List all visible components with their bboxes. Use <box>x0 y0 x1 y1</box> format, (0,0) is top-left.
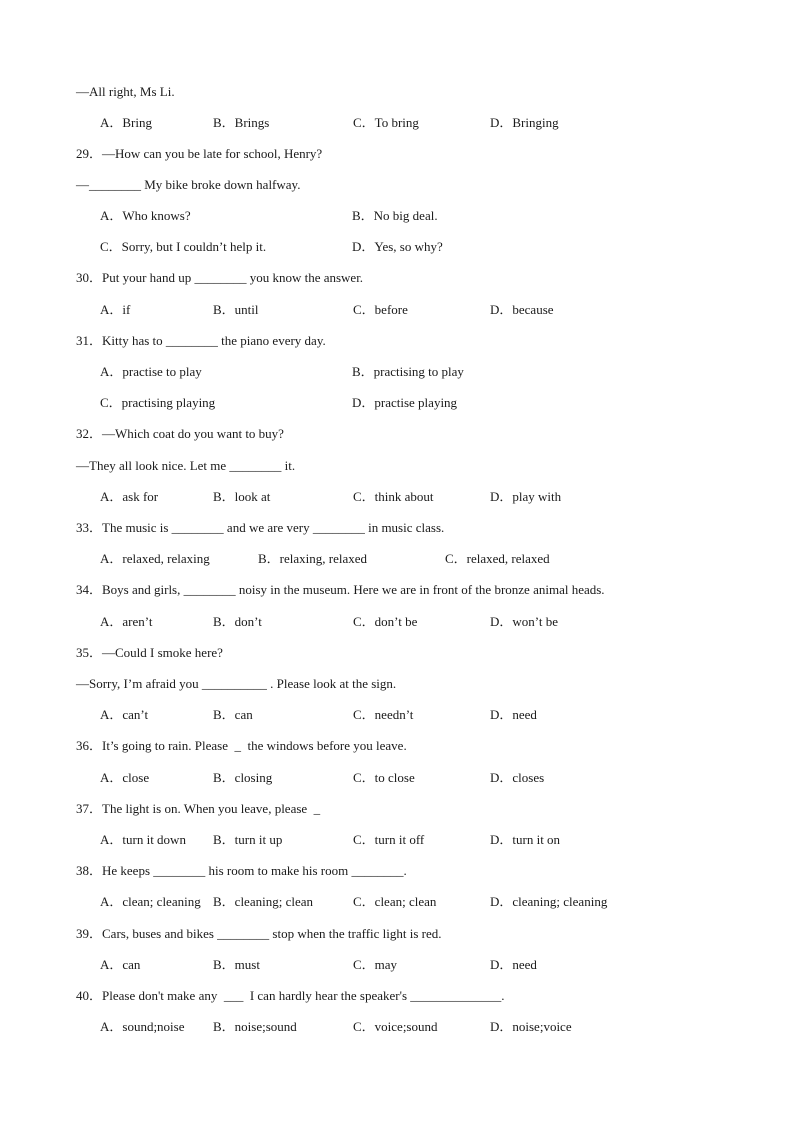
q36-option-b[interactable]: B．closing <box>213 770 273 785</box>
q37-option-d[interactable]: D．turn it on <box>490 832 561 847</box>
q31-option-a[interactable]: A．practise to play <box>100 364 202 379</box>
q35-stem: 35．—Could I smoke here? <box>76 645 223 660</box>
q37-option-c[interactable]: C．turn it off <box>353 832 425 847</box>
q30-options <box>100 302 740 318</box>
q30-option-b[interactable]: B．until <box>213 302 259 317</box>
q32-options <box>100 489 740 505</box>
q29-option-b[interactable]: B．No big deal. <box>352 208 438 223</box>
q32-option-c[interactable]: C．think about <box>353 489 434 504</box>
q40-options <box>100 1019 740 1035</box>
q31-options-row2 <box>100 395 740 411</box>
q38-option-a[interactable]: A．clean; cleaning <box>100 894 201 909</box>
q38-stem: 38．He keeps ________ his room to make his room ________. <box>76 863 407 878</box>
q33-option-a[interactable]: A．relaxed, relaxing <box>100 551 210 566</box>
q28-option-d[interactable]: D．Bringing <box>490 115 559 130</box>
q37-option-b[interactable]: B．turn it up <box>213 832 283 847</box>
q36-option-c[interactable]: C．to close <box>353 770 415 785</box>
q36-option-d[interactable]: D．closes <box>490 770 545 785</box>
q35-reply: —Sorry, I’m afraid you __________ . Please look at the sign. <box>76 676 397 691</box>
q28-options <box>100 115 740 131</box>
q31-option-c[interactable]: C．practising playing <box>100 395 216 410</box>
q28-answer: —All right, Ms Li. <box>76 84 175 99</box>
q31-option-b[interactable]: B．practising to play <box>352 364 464 379</box>
q34-option-a[interactable]: A．aren’t <box>100 614 153 629</box>
q30-option-d[interactable]: D．because <box>490 302 554 317</box>
q30-option-c[interactable]: C．before <box>353 302 408 317</box>
q32-reply: —They all look nice. Let me ________ it. <box>76 458 296 473</box>
q33-stem: 33．The music is ________ and we are very ________ in music class. <box>76 520 445 535</box>
q34-option-d[interactable]: D．won’t be <box>490 614 559 629</box>
q29-options-row2 <box>100 239 740 255</box>
q33-option-b[interactable]: B．relaxing, relaxed <box>258 551 368 566</box>
q36-option-a[interactable]: A．close <box>100 770 150 785</box>
q40-option-b[interactable]: B．noise;sound <box>213 1019 297 1034</box>
q36-stem: 36．It’s going to rain. Please _ the windows before you leave. <box>76 738 407 753</box>
q36-options <box>100 770 740 786</box>
q31-option-d[interactable]: D．practise playing <box>352 395 458 410</box>
q33-option-c[interactable]: C．relaxed, relaxed <box>445 551 550 566</box>
q34-option-b[interactable]: B．don’t <box>213 614 262 629</box>
q37-options <box>100 832 740 848</box>
q29-stem: 29．—How can you be late for school, Henry? <box>76 146 323 161</box>
q35-option-b[interactable]: B．can <box>213 707 253 722</box>
q37-stem: 37．The light is on. When you leave, please _ <box>76 801 321 816</box>
q40-option-a[interactable]: A．sound;noise <box>100 1019 185 1034</box>
q35-option-c[interactable]: C．needn’t <box>353 707 414 722</box>
q39-options <box>100 957 740 973</box>
q40-stem: 40．Please don't make any ___ I can hardly hear the speaker's ______________. <box>76 988 505 1003</box>
q30-stem: 30．Put your hand up ________ you know the answer. <box>76 270 364 285</box>
q35-option-d[interactable]: D．need <box>490 707 537 722</box>
q31-options-row1 <box>100 364 740 380</box>
q32-option-b[interactable]: B．look at <box>213 489 271 504</box>
q29-reply: —________ My bike broke down halfway. <box>76 177 301 192</box>
q38-option-d[interactable]: D．cleaning; cleaning <box>490 894 608 909</box>
q32-stem: 32．—Which coat do you want to buy? <box>76 426 284 441</box>
q29-options-row1 <box>100 208 740 224</box>
q28-option-a[interactable]: A．Bring <box>100 115 153 130</box>
q30-option-a[interactable]: A．if <box>100 302 131 317</box>
q29-option-a[interactable]: A．Who knows? <box>100 208 191 223</box>
q39-option-b[interactable]: B．must <box>213 957 260 972</box>
q39-stem: 39．Cars, buses and bikes ________ stop when the traffic light is red. <box>76 926 442 941</box>
q34-options <box>100 614 740 630</box>
q29-option-c[interactable]: C．Sorry, but I couldn’t help it. <box>100 239 267 254</box>
q39-option-a[interactable]: A．can <box>100 957 141 972</box>
q38-options <box>100 894 740 910</box>
q28-option-c[interactable]: C．To bring <box>353 115 419 130</box>
q29-option-d[interactable]: D．Yes, so why? <box>352 239 443 254</box>
q39-option-d[interactable]: D．need <box>490 957 537 972</box>
q38-option-c[interactable]: C．clean; clean <box>353 894 437 909</box>
q34-stem: 34．Boys and girls, ________ noisy in the museum. Here we are in front of the bronze animal heads. <box>76 582 605 597</box>
q31-stem: 31．Kitty has to ________ the piano every day. <box>76 333 326 348</box>
q38-option-b[interactable]: B．cleaning; clean <box>213 894 313 909</box>
q33-options <box>100 551 740 567</box>
q40-option-d[interactable]: D．noise;voice <box>490 1019 572 1034</box>
q35-options <box>100 707 740 723</box>
q34-option-c[interactable]: C．don’t be <box>353 614 418 629</box>
q40-option-c[interactable]: C．voice;sound <box>353 1019 438 1034</box>
q37-option-a[interactable]: A．turn it down <box>100 832 186 847</box>
q32-option-a[interactable]: A．ask for <box>100 489 159 504</box>
q28-option-b[interactable]: B．Brings <box>213 115 270 130</box>
q39-option-c[interactable]: C．may <box>353 957 398 972</box>
q32-option-d[interactable]: D．play with <box>490 489 562 504</box>
q35-option-a[interactable]: A．can’t <box>100 707 149 722</box>
